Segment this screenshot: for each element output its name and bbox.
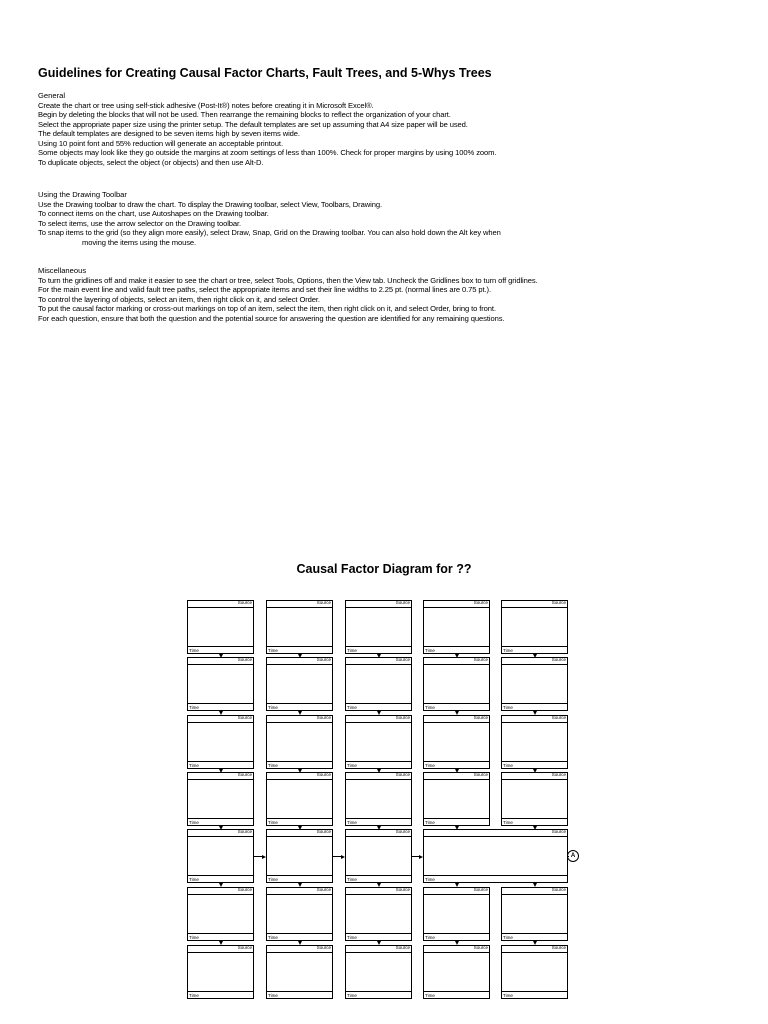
text-line: Begin by deleting the blocks that will not be used. Then rearrange the remaining blocks to reflect the organization of your chart. <box>38 110 451 119</box>
block-footer <box>267 761 332 768</box>
time-label: Time <box>503 763 513 768</box>
block-footer <box>267 991 332 998</box>
event-block[interactable] <box>187 772 254 826</box>
source-label: Source <box>395 887 410 892</box>
block-footer <box>424 818 489 825</box>
source-label: Source <box>316 829 331 834</box>
source-label: Source <box>551 600 566 605</box>
source-label: Source <box>473 772 488 777</box>
event-block[interactable] <box>423 829 568 883</box>
time-label: Time <box>347 935 357 940</box>
document-title: Guidelines for Creating Causal Factor Charts, Fault Trees, and 5-Whys Trees <box>38 66 492 80</box>
time-label: Time <box>347 705 357 710</box>
event-block[interactable] <box>266 715 333 769</box>
block-header <box>267 601 332 608</box>
source-label: Source <box>237 657 252 662</box>
time-label: Time <box>189 993 199 998</box>
block-header <box>188 888 253 895</box>
block-footer <box>424 703 489 710</box>
source-label: Source <box>395 772 410 777</box>
event-block[interactable] <box>266 657 333 711</box>
source-label: Source <box>237 600 252 605</box>
time-label: Time <box>347 820 357 825</box>
text-line: Using 10 point font and 55% reduction will generate an acceptable printout. <box>38 138 283 148</box>
event-block[interactable] <box>187 657 254 711</box>
text-line: To control the layering of objects, select an item, then right click on it, and select Order. <box>38 294 320 304</box>
section-heading: Using the Drawing Toolbar <box>38 190 127 199</box>
time-label: Time <box>425 820 435 825</box>
source-label: Source <box>316 600 331 605</box>
event-block[interactable] <box>501 887 568 941</box>
block-header <box>188 658 253 665</box>
time-label: Time <box>503 935 513 940</box>
section-heading: Miscellaneous <box>38 266 87 275</box>
block-header <box>346 773 411 780</box>
time-label: Time <box>268 648 278 653</box>
block-footer <box>346 818 411 825</box>
block-header <box>188 830 253 837</box>
block-footer <box>424 761 489 768</box>
text-line: To duplicate objects, select the object (or objects) and then use Alt-D. <box>38 157 264 167</box>
block-header <box>502 716 567 723</box>
block-footer <box>502 933 567 940</box>
right-arrow-icon <box>341 855 345 859</box>
block-header <box>188 716 253 723</box>
block-header <box>346 830 411 837</box>
event-block[interactable] <box>266 772 333 826</box>
time-label: Time <box>268 705 278 710</box>
event-block[interactable] <box>187 829 254 883</box>
block-footer <box>188 703 253 710</box>
time-label: Time <box>347 763 357 768</box>
event-block[interactable] <box>187 600 254 654</box>
block-header <box>267 773 332 780</box>
block-footer <box>188 761 253 768</box>
block-footer <box>267 875 332 882</box>
time-label: Time <box>189 877 199 882</box>
off-page-connector[interactable]: A <box>567 850 579 862</box>
diagram-title: Causal Factor Diagram for ?? <box>296 562 472 576</box>
block-footer <box>346 646 411 653</box>
text-line: To select items, use the arrow selector on the Drawing toolbar. <box>38 218 242 228</box>
block-footer <box>346 991 411 998</box>
text-line: For the main event line and valid fault tree paths, select the appropriate items and set their line widths to 2.25 pt. (normal lines are 0.75 pt.). <box>38 285 491 294</box>
source-label: Source <box>473 945 488 950</box>
time-label: Time <box>503 648 513 653</box>
block-footer <box>188 818 253 825</box>
source-label: Source <box>473 657 488 662</box>
block-header <box>502 946 567 953</box>
time-label: Time <box>268 763 278 768</box>
time-label: Time <box>268 877 278 882</box>
source-label: Source <box>551 945 566 950</box>
time-label: Time <box>189 820 199 825</box>
block-header <box>502 601 567 608</box>
source-label: Source <box>551 715 566 720</box>
block-header <box>267 830 332 837</box>
source-label: Source <box>237 887 252 892</box>
text-line: Some objects may look like they go outside the margins at zoom settings of less than 100%. Check for proper margins by using 100% zoom. <box>38 148 497 157</box>
event-block[interactable] <box>345 715 412 769</box>
block-footer <box>267 933 332 940</box>
block-footer <box>346 703 411 710</box>
source-label: Source <box>316 657 331 662</box>
text-line: Select the appropriate paper size using the printer setup. The default templates are set up assuming that A4 size paper will be used. <box>38 119 468 129</box>
block-header <box>502 773 567 780</box>
block-header <box>346 601 411 608</box>
time-label: Time <box>347 993 357 998</box>
source-label: Source <box>395 945 410 950</box>
block-header <box>424 946 489 953</box>
block-footer <box>188 933 253 940</box>
source-label: Source <box>395 657 410 662</box>
block-footer <box>188 646 253 653</box>
block-header <box>267 946 332 953</box>
block-header <box>346 658 411 665</box>
block-footer <box>346 875 411 882</box>
event-block[interactable] <box>345 657 412 711</box>
source-label: Source <box>237 715 252 720</box>
block-header <box>346 888 411 895</box>
block-header <box>346 946 411 953</box>
source-label: Source <box>473 887 488 892</box>
source-label: Source <box>551 772 566 777</box>
source-label: Source <box>237 772 252 777</box>
block-header <box>502 658 567 665</box>
block-footer <box>502 818 567 825</box>
section-heading: General <box>38 91 66 100</box>
time-label: Time <box>503 705 513 710</box>
block-header <box>502 888 567 895</box>
event-block[interactable] <box>501 715 568 769</box>
text-line: To snap items to the grid (so they align more easily), select Draw, Snap, Grid on the Drawing toolbar. You can also hold down the Alt key when <box>38 228 501 237</box>
source-label: Source <box>395 600 410 605</box>
text-line: Use the Drawing toolbar to draw the chart. To display the Drawing toolbar, select View, Toolbars, Drawing. <box>38 199 382 209</box>
block-header <box>267 716 332 723</box>
time-label: Time <box>189 648 199 653</box>
block-footer <box>267 818 332 825</box>
event-block[interactable] <box>423 887 490 941</box>
event-block[interactable] <box>345 887 412 941</box>
source-label: Source <box>551 887 566 892</box>
event-block[interactable] <box>266 887 333 941</box>
block-header <box>424 888 489 895</box>
event-block[interactable] <box>187 887 254 941</box>
block-footer <box>188 991 253 998</box>
event-block[interactable] <box>501 772 568 826</box>
time-label: Time <box>268 820 278 825</box>
block-footer <box>346 761 411 768</box>
time-label: Time <box>425 935 435 940</box>
block-footer <box>424 646 489 653</box>
source-label: Source <box>551 829 566 834</box>
event-block[interactable] <box>501 945 568 999</box>
source-label: Source <box>316 715 331 720</box>
event-block[interactable] <box>266 945 333 999</box>
source-label: Source <box>316 887 331 892</box>
block-footer <box>424 991 489 998</box>
block-header <box>267 888 332 895</box>
text-line: The default templates are designed to be seven items high by seven items wide. <box>38 129 300 138</box>
right-arrow-icon <box>262 855 266 859</box>
time-label: Time <box>189 935 199 940</box>
time-label: Time <box>425 763 435 768</box>
block-header <box>424 658 489 665</box>
event-block[interactable] <box>266 600 333 654</box>
event-block[interactable] <box>187 715 254 769</box>
time-label: Time <box>189 763 199 768</box>
block-footer <box>424 875 567 882</box>
event-block[interactable] <box>345 945 412 999</box>
block-footer <box>502 646 567 653</box>
event-block[interactable] <box>423 600 490 654</box>
block-header <box>424 716 489 723</box>
block-footer <box>502 991 567 998</box>
block-footer <box>502 761 567 768</box>
time-label: Time <box>425 993 435 998</box>
event-block[interactable] <box>345 772 412 826</box>
time-label: Time <box>425 877 435 882</box>
event-block[interactable] <box>187 945 254 999</box>
text-line: To turn the gridlines off and make it easier to see the chart or tree, select Tools, Options, then the View tab. Uncheck the Gridlines box to turn off gridlines. <box>38 275 538 285</box>
event-block[interactable] <box>501 600 568 654</box>
block-footer <box>267 703 332 710</box>
block-header <box>267 658 332 665</box>
event-block[interactable] <box>345 829 412 883</box>
text-line: To put the causal factor marking or cross-out markings on top of an item, select the item, then right click on it, and select Order, bring to front. <box>38 304 496 313</box>
block-header <box>188 601 253 608</box>
event-block[interactable] <box>423 715 490 769</box>
source-label: Source <box>316 945 331 950</box>
time-label: Time <box>425 648 435 653</box>
event-block[interactable] <box>423 657 490 711</box>
event-block[interactable] <box>423 945 490 999</box>
text-line: For each question, ensure that both the question and the potential source for answering the question are identified for any remaining questions. <box>38 313 505 323</box>
source-label: Source <box>473 600 488 605</box>
block-footer <box>346 933 411 940</box>
block-footer <box>188 875 253 882</box>
block-header <box>188 773 253 780</box>
source-label: Source <box>551 657 566 662</box>
source-label: Source <box>473 715 488 720</box>
time-label: Time <box>268 935 278 940</box>
time-label: Time <box>189 705 199 710</box>
block-header <box>424 830 567 837</box>
source-label: Source <box>395 715 410 720</box>
source-label: Source <box>316 772 331 777</box>
block-footer <box>424 933 489 940</box>
time-label: Time <box>503 820 513 825</box>
text-line: To connect items on the chart, use Autoshapes on the Drawing toolbar. <box>38 209 269 218</box>
source-label: Source <box>237 829 252 834</box>
block-header <box>424 773 489 780</box>
source-label: Source <box>237 945 252 950</box>
event-block[interactable] <box>266 829 333 883</box>
event-block[interactable] <box>345 600 412 654</box>
time-label: Time <box>503 993 513 998</box>
time-label: Time <box>347 877 357 882</box>
text-line: Create the chart or tree using self-stick adhesive (Post-It®) notes before creating it in Microsoft Excel®. <box>38 100 374 110</box>
block-header <box>346 716 411 723</box>
right-arrow-icon <box>419 855 423 859</box>
text-line: moving the items using the mouse. <box>82 237 197 247</box>
block-footer <box>267 646 332 653</box>
time-label: Time <box>268 993 278 998</box>
event-block[interactable] <box>423 772 490 826</box>
block-header <box>188 946 253 953</box>
source-label: Source <box>395 829 410 834</box>
block-header <box>424 601 489 608</box>
time-label: Time <box>347 648 357 653</box>
block-footer <box>502 703 567 710</box>
time-label: Time <box>425 705 435 710</box>
event-block[interactable] <box>501 657 568 711</box>
